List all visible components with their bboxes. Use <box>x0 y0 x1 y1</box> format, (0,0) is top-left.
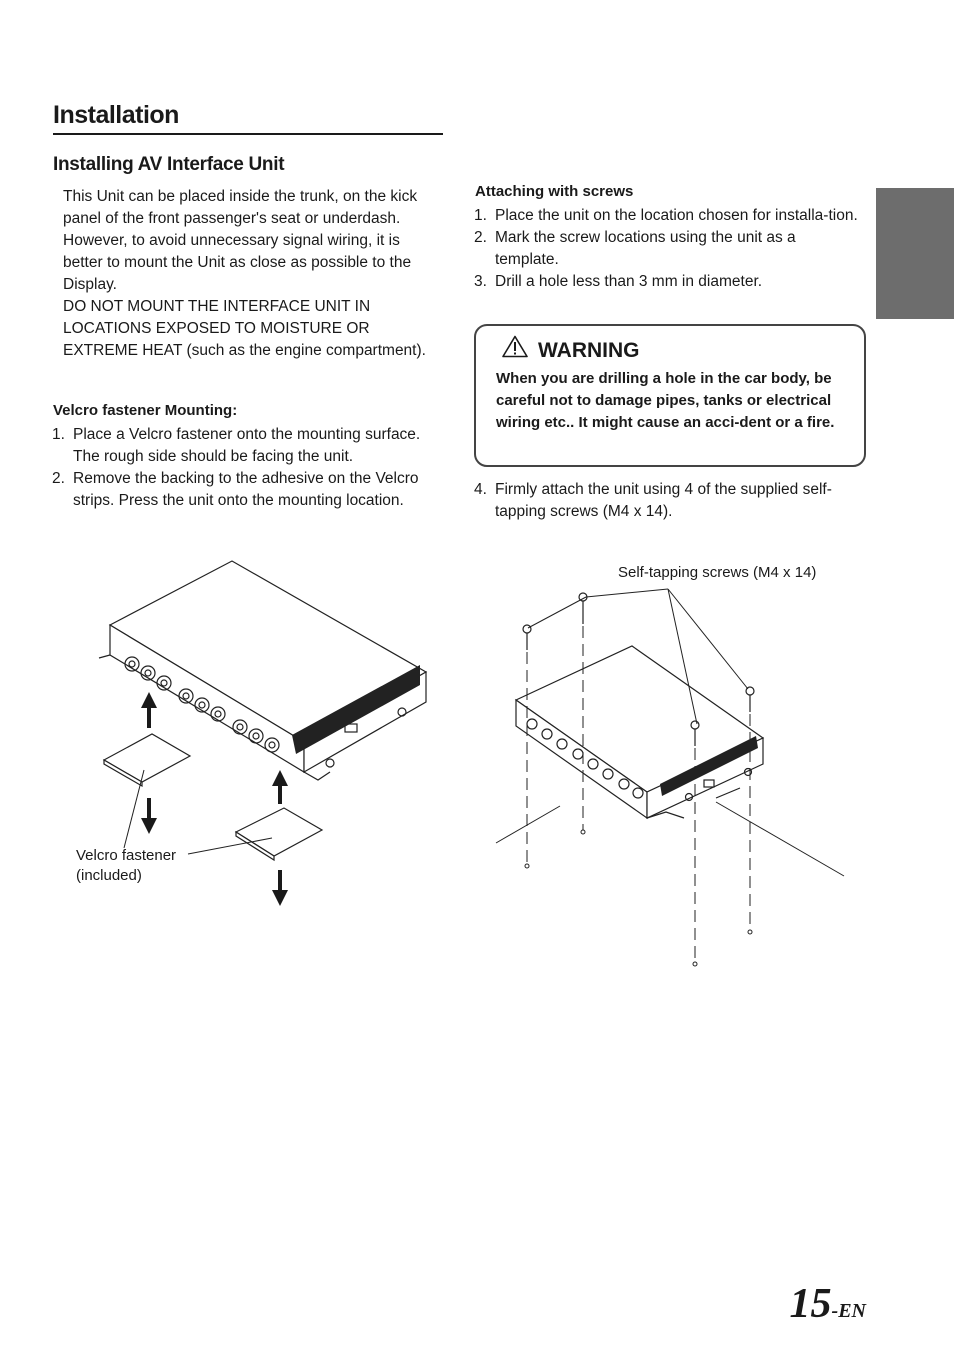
velcro-label-line-2: (included) <box>76 867 142 884</box>
step-text: Remove the backing to the adhesive on the Velcro strips. Press the unit onto the mounting location. <box>73 470 419 509</box>
step-text: Mark the screw locations using the unit as a template. <box>495 229 796 268</box>
screw-step-4 <box>474 479 859 523</box>
step-text: Drill a hole less than 3 mm in diameter. <box>495 273 763 290</box>
list-item <box>52 468 444 512</box>
step-number: 3. <box>474 273 487 290</box>
subsection-title: Installing AV Interface Unit <box>53 154 285 175</box>
step-number: 2. <box>52 470 65 487</box>
step-text: Place the unit on the location chosen for installa-tion. <box>495 207 858 224</box>
section-title: Installation <box>53 101 443 135</box>
list-item <box>474 479 859 523</box>
page-number <box>790 1280 866 1328</box>
warning-box <box>474 324 866 467</box>
velcro-steps <box>52 424 444 512</box>
warning-triangle-icon <box>502 335 528 358</box>
screws-heading: Attaching with screws <box>475 183 634 200</box>
intro-caution: DO NOT MOUNT THE INTERFACE UNIT IN LOCATIONS EXPOSED TO MOISTURE OR EXTREME HEAT (such as the engine compartment). <box>63 298 426 359</box>
warning-text: When you are drilling a hole in the car body, be careful not to damage pipes, tanks or electrical wiring etc.. It might cause an acci-dent or a fire. <box>496 370 835 431</box>
page-number-suffix: -EN <box>831 1300 866 1322</box>
list-item <box>474 271 859 293</box>
velcro-fastener-label <box>76 846 176 886</box>
intro-paragraph: This Unit can be placed inside the trunk, on the kick panel of the front passenger's seat or underdash. However, to avoid unnecessary signal wiring, it is better to mount the Unit as close as possible to the Display. <box>63 188 418 293</box>
installation-illustration <box>0 540 954 980</box>
list-item <box>474 227 859 271</box>
page-number-value: 15 <box>789 1281 832 1327</box>
velcro-heading: Velcro fastener Mounting: <box>53 402 238 419</box>
velcro-label-line-1: Velcro fastener <box>76 847 177 864</box>
step-number: 1. <box>52 426 65 443</box>
screw-steps <box>474 205 859 293</box>
list-item <box>474 205 859 227</box>
step-number: 2. <box>474 229 487 246</box>
list-item <box>52 424 444 468</box>
screw-unit-illustration <box>516 646 763 818</box>
screws-label: Self-tapping screws (M4 x 14) <box>618 564 817 581</box>
side-tab <box>876 188 954 319</box>
hole-marks <box>525 830 752 966</box>
step-number: 1. <box>474 207 487 224</box>
step-text: Firmly attach the unit using 4 of the supplied self-tapping screws (M4 x 14). <box>495 481 832 520</box>
warning-title: WARNING <box>538 339 640 362</box>
intro-text <box>63 186 443 362</box>
step-text: Place a Velcro fastener onto the mounting surface. The rough side should be facing the unit. <box>73 426 421 465</box>
step-number: 4. <box>474 481 487 498</box>
